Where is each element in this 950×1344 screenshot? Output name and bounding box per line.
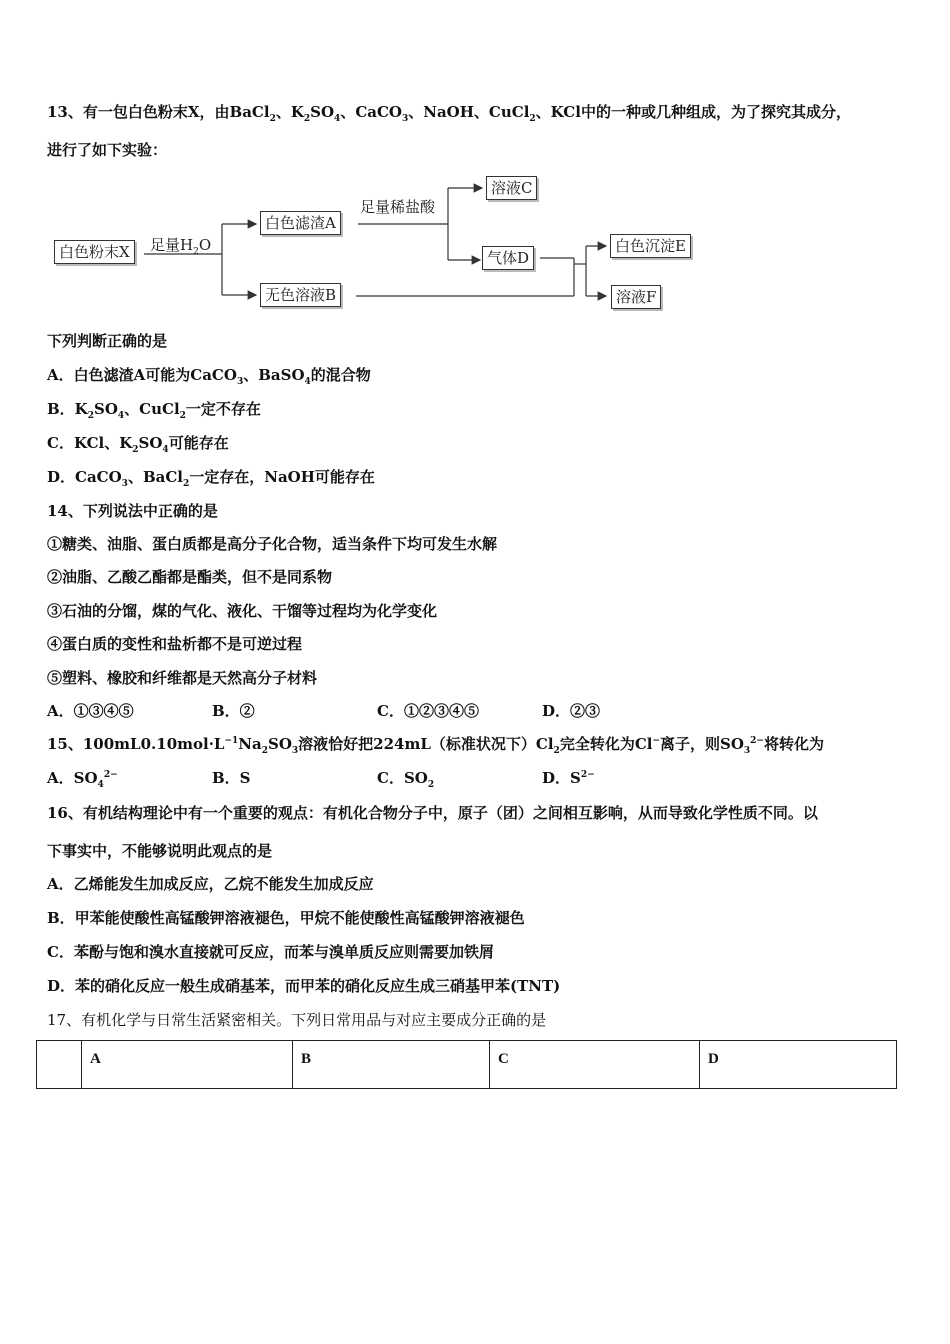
q13-stem-line1: 13、有一包白色粉末X，由BaCl$_2$、$K_2SO_4$、CaCO$_3$、NaOH、CuCl$_2$、KCl中的一种或几种组成，为了探究其成分， <box>47 103 851 124</box>
q13-option-a: A．白色滤渣A可能为CaCO$_3$、BaSO$_4$的混合物 <box>47 366 371 387</box>
table-cell-blank <box>37 1041 82 1089</box>
box-white-powder-x: 白色粉末X <box>54 240 135 264</box>
q14-option-a: A．①③④⑤ <box>47 702 134 720</box>
q14-item-1: ①糖类、油脂、蛋白质都是高分子化合物，适当条件下均可发生水解 <box>47 535 498 553</box>
q14-item-5: ⑤塑料、橡胶和纤维都是天然高分子材料 <box>47 669 318 687</box>
q15-option-b: B．S <box>212 769 251 787</box>
q13-question: 下列判断正确的是 <box>47 332 168 350</box>
experiment-flow-diagram <box>50 170 710 320</box>
q15-option-c: C．$SO_2$ <box>377 769 435 790</box>
q14-option-b: B．② <box>212 702 255 720</box>
table-row <box>37 1041 897 1089</box>
q15-stem: 15、$100mL0.10mol\cdot L^{-1}Na_2SO_3$溶液恰好把224mL（标准状况下）$Cl_2$完全转化为Cl−离子，则$SO_3^{2-}$将转化为 <box>47 735 824 756</box>
q14-item-3: ③石油的分馏，煤的气化、液化、干馏等过程均为化学变化 <box>47 602 438 620</box>
q13-option-c: C．KCl、$K_2SO_4$可能存在 <box>47 434 229 455</box>
box-white-residue-a: 白色滤渣A <box>260 211 341 235</box>
q16-stem-line1: 16、有机结构理论中有一个重要的观点：有机化合物分子中，原子（团）之间相互影响，从而导致化学性质不同。以 <box>47 804 818 822</box>
q16-option-a: A．乙烯能发生加成反应，乙烷不能发生加成反应 <box>47 875 374 893</box>
table-header-d: D <box>700 1041 897 1089</box>
box-white-precipitate-e: 白色沉淀E <box>610 234 691 258</box>
q15-option-a: A．$SO_4^{2-}$ <box>47 769 118 790</box>
q17-stem: 17、有机化学与日常生活紧密相关。下列日常用品与对应主要成分正确的是 <box>47 1011 547 1029</box>
q14-stem: 14、下列说法中正确的是 <box>47 502 218 520</box>
box-gas-d: 气体D <box>482 246 534 270</box>
table-header-a: A <box>82 1041 293 1089</box>
q15-option-d: D．$S^{2-}$ <box>542 769 595 787</box>
q16-stem-line2: 下事实中，不能够说明此观点的是 <box>47 842 273 860</box>
q13-option-b: B．$K_2SO_4$、CuCl$_2$一定不存在 <box>47 400 261 421</box>
box-colorless-solution-b: 无色溶液B <box>260 283 341 307</box>
q17-answer-table <box>36 1040 897 1089</box>
label-water: 足量$H_2O$ <box>150 236 212 257</box>
q16-option-b: B．甲苯能使酸性高锰酸钾溶液褪色，甲烷不能使酸性高锰酸钾溶液褪色 <box>47 909 525 927</box>
q16-option-c: C．苯酚与饱和溴水直接就可反应，而苯与溴单质反应则需要加铁屑 <box>47 943 494 961</box>
q13-option-d: D．CaCO$_3$、BaCl$_2$一定存在，NaOH可能存在 <box>47 468 375 489</box>
q14-option-c: C．①②③④⑤ <box>377 702 479 720</box>
q13-stem-line2: 进行了如下实验： <box>47 141 168 159</box>
q14-option-d: D．②③ <box>542 702 601 720</box>
q14-item-4: ④蛋白质的变性和盐析都不是可逆过程 <box>47 635 303 653</box>
q16-option-d: D．苯的硝化反应一般生成硝基苯，而甲苯的硝化反应生成三硝基甲苯(TNT) <box>47 977 561 995</box>
table-header-c: C <box>490 1041 700 1089</box>
box-solution-c: 溶液C <box>486 176 537 200</box>
q14-item-2: ②油脂、乙酸乙酯都是酯类，但不是同系物 <box>47 568 333 586</box>
label-hydrochloric-acid: 足量稀盐酸 <box>360 198 436 216</box>
table-header-b: B <box>293 1041 490 1089</box>
box-solution-f: 溶液F <box>611 285 661 309</box>
